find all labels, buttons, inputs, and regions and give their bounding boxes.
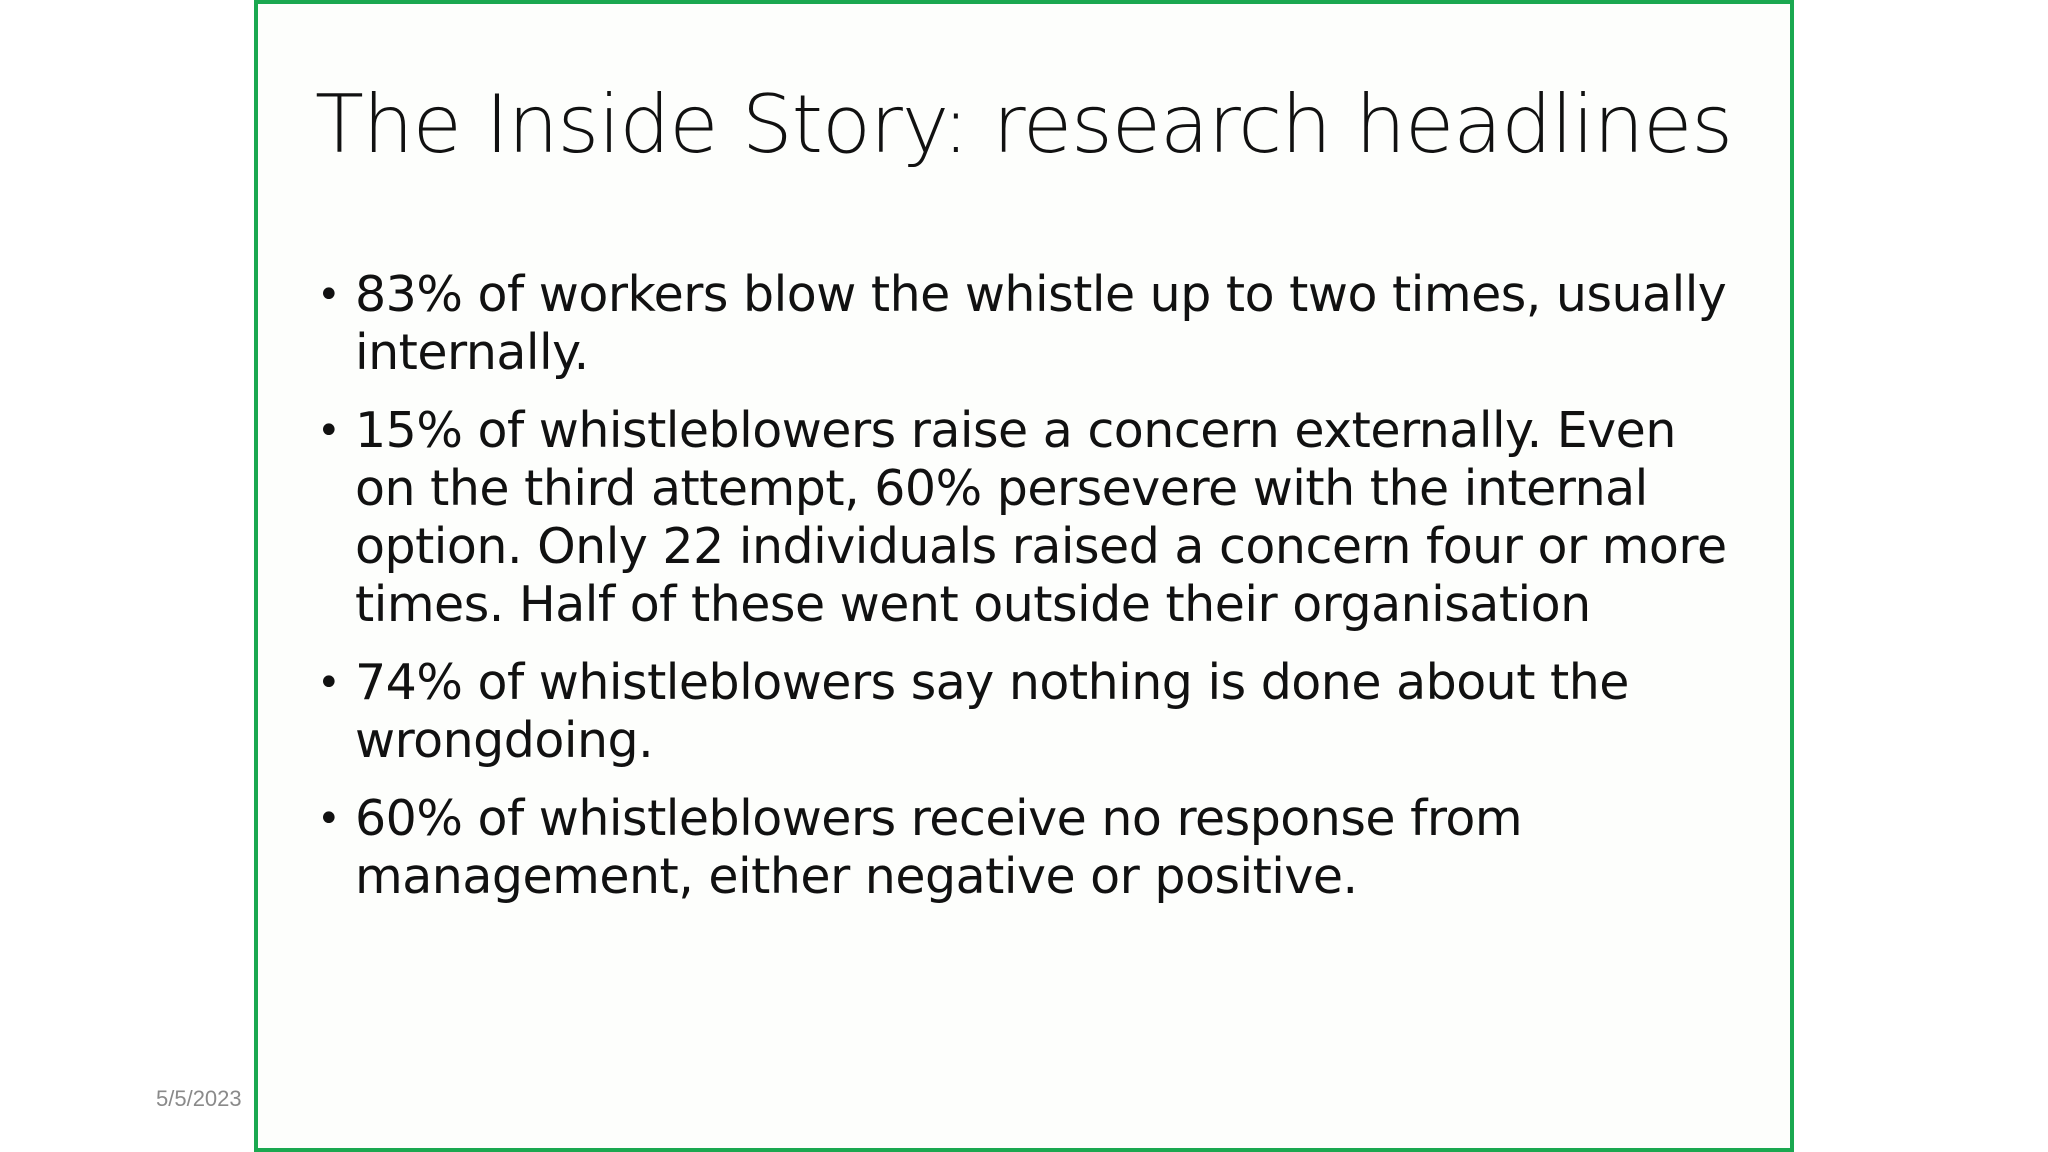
bullet-list [315,266,1735,926]
bullet-item [315,790,1735,906]
bullet-icon: • [317,408,341,454]
bullet-text: 74% of whistleblowers say nothing is done about the wrongdoing. [355,654,1629,769]
slide-date: 5/5/2023 [156,1086,242,1111]
bullet-text: 83% of workers blow the whistle up to two times, usually internally. [355,266,1727,381]
bullet-text: 60% of whistleblowers receive no response from management, either negative or positive. [355,790,1523,905]
slide-title: The Inside Story: research headlines [315,78,1733,171]
bullet-item [315,654,1735,770]
bullet-icon: • [317,272,341,318]
bullet-item [315,266,1735,382]
bullet-icon: • [317,660,341,706]
bullet-text: 15% of whistleblowers raise a concern externally. Even on the third attempt, 60% persevere with the internal option. Only 22 individuals raised a concern four or more times. Half of these went outside their organisation [355,402,1727,633]
bullet-icon: • [317,796,341,842]
bullet-item [315,402,1735,634]
